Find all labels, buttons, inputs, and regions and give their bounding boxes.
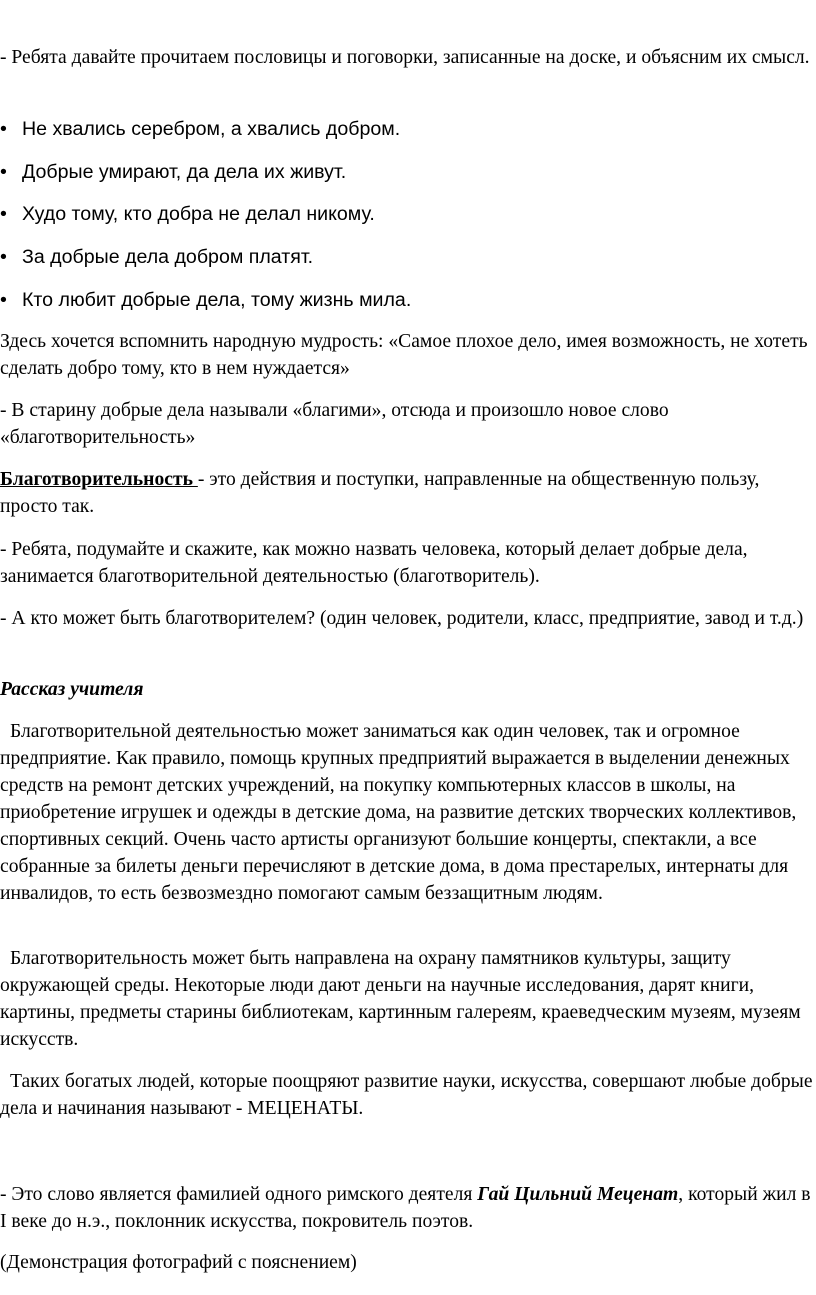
story-heading: Рассказ учителя <box>0 679 144 700</box>
proverb-text: Не хвались серебром, а хвались добром. <box>22 118 401 140</box>
maecenas-paragraph <box>0 1181 814 1235</box>
old-times-paragraph: - В старину добрые дела называли «благими», отсюда и произошло новое слово «благотворительность» <box>0 400 669 448</box>
maecenas-text: - Это слово является фамилией одного римского деятеля <box>0 1184 478 1205</box>
definition-paragraph <box>0 466 814 520</box>
demo-note: (Демонстрация фотографий с пояснением) <box>0 1252 357 1273</box>
proverb-item <box>0 244 800 270</box>
bullet-icon: • <box>0 246 7 268</box>
bullet-icon: • <box>0 203 7 225</box>
bullet-icon: • <box>0 161 7 183</box>
proverb-item <box>0 116 800 142</box>
story-paragraph: Благотворительность может быть направлена на охрану памятников культуры, защиту окружающей среды. Некоторые люди дают деньги на научные исследования, дарят книги, картины, предметы старины библиотекам, картинным галереям, краеведческим музеям, музеям искусств. <box>0 948 801 1050</box>
story-paragraph: Благотворительной деятельностью может заниматься как один человек, так и огромное предприятие. Как правило, помощь крупных предприятий выражается в выделении денежных средств на ремонт детских учреждений, на покупку компьютерных классов в школы, на приобретение игрушек и одежды в детские дома, на развитие детских творческих коллективов, спортивных секций. Очень часто артисты организуют большие концерты, спектакли, а все собранные за билеты деньги перечисляют в детские дома, в дома престарелых, интернаты для инвалидов, то есть безвозмездно помогают самым беззащитным людям. <box>0 721 797 904</box>
story-paragraph: Таких богатых людей, которые поощряют развитие науки, искусства, совершают любые добрые дела и начинания называют - МЕЦЕНАТЫ. <box>0 1071 813 1119</box>
proverb-item <box>0 159 800 185</box>
wisdom-paragraph: Здесь хочется вспомнить народную мудрость: «Самое плохое дело, имея возможность, не хотеть сделать добро тому, кто в нем нуждается» <box>0 331 808 379</box>
maecenas-name: Гай Цильний Меценат <box>477 1184 679 1205</box>
question-paragraph: - Ребята, подумайте и скажите, как можно назвать человека, который делает добрые дела, занимается благотворительной деятельностью (благотворитель). <box>0 539 748 587</box>
definition-text: - это действия и поступки, направленные на общественную пользу, просто так. <box>0 469 760 517</box>
proverb-item <box>0 201 800 227</box>
bullet-icon: • <box>0 289 7 311</box>
proverb-text: Добрые умирают, да дела их живут. <box>22 161 347 183</box>
proverb-text: За добрые дела добром платят. <box>22 246 314 268</box>
maecenas-text: , который жил в I веке до н.э., поклонник искусства, покровитель поэтов. <box>0 1184 811 1232</box>
proverb-text: Худо тому, кто добра не делал никому. <box>22 203 375 225</box>
definition-term: Благотворительность <box>0 469 198 490</box>
proverb-text: Кто любит добрые дела, тому жизнь мила. <box>22 289 412 311</box>
proverb-item <box>0 287 800 313</box>
intro-paragraph: - Ребята давайте прочитаем пословицы и поговорки, записанные на доске, и объясним их смысл. <box>0 47 810 68</box>
question-paragraph: - А кто может быть благотворителем? (один человек, родители, класс, предприятие, завод и т.д.) <box>0 608 804 629</box>
bullet-icon: • <box>0 118 7 140</box>
